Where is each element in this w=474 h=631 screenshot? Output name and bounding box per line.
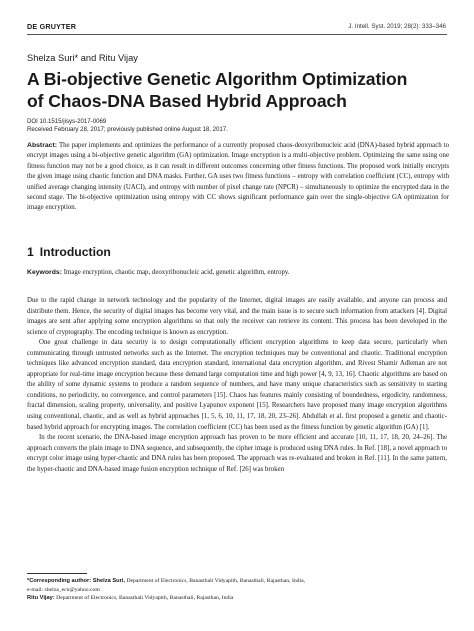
doi: DOI 10.1515/jisys-2017-0069 <box>27 118 107 125</box>
section-heading <box>27 245 111 259</box>
second-author-label: Ritu Vijay: <box>27 595 55 602</box>
paragraph-3: In the recent scenario, the DNA-based image encryption approach has proven to be more efficient and accurate [10, 11, 17, 18, 20, 24–26]. The approach converts the plain image to DNA sequence, and subsequently, the cipher image is produced using DNA rules. In Ref. [18], a novel approach to encrypt color image using hyper-chaotic and DNA rules has been proposed. The approach was re-evaluated and broken in Ref. [11]. In the same pattern, the hyper-chaotic and DNA-based image fusion encryption technique of Ref. [26] was broken <box>27 434 447 473</box>
received-dates: Received February 28, 2017; previously published online August 18, 2017. <box>27 126 228 134</box>
paragraph-1: Due to the rapid change in network technology and the popularity of the Internet, digital images are easily available, and anyone can process and distribute them. Hence, the security of digital images has become very vital, and the main issue is to secure such information from attackers [4]. Digital images are sent after applying some encryption algorithms so that only the receiver can retrieve its content. This process has been developed in the science of cryptography. The encoding technique is known as encryption. <box>27 297 447 336</box>
authors: Shelza Suri* and Ritu Vijay <box>27 53 138 63</box>
publisher-name: DE GRUYTER <box>27 22 77 31</box>
body-text <box>27 296 447 475</box>
header-rule <box>27 34 447 35</box>
footnotes <box>27 577 447 603</box>
second-author-note <box>27 594 447 603</box>
paragraph-2: One great challenge in data security is to design computationally efficient encryption algorithms to keep data secure, particularly when communicating through untrusted networks such as the Internet. The encryption techniques may be conventional and chaotic. Traditional encryption techniques like advanced encryption standard, data encryption standard, international data encryption algorithm, and Rivest Shamir Adleman are not appropriate for real-time image encryption because these demand large computation time and high power [4, 9, 13, 16]. Chaotic algorithms are based on the ability of some dynamic systems to produce a random sequence of numbers, and have many unique characteristics such as sensitivity to starting conditions, no periodicity, no convergence, and control parameters [15]. Chaos has features mainly consisting of boundedness, ergodicity, randomness, fractal dimension, scaling property, universality, and positive Lyapunov exponent [15]. Researchers have proposed many image encryption algorithms using conventional, chaotic, and as well as hybrid approaches [1, 5, 6, 10, 11, 17, 18, 20, 23–26]. Abdullah et al. first proposed a genetic and chaotic-based hybrid approach for encrypting images. The correlation coefficient (CC) has been used as the fitness function by genetic algorithm (GA) [1]. <box>27 339 447 431</box>
footnote-rule <box>27 573 87 574</box>
title-line-2: of Chaos-DNA Based Hybrid Approach <box>27 91 347 111</box>
second-author-affiliation: Department of Electronics, Banasthali Vidyapith, Banasthali, Rajasthan, India <box>56 595 234 602</box>
corresponding-author-note <box>27 577 447 586</box>
author-email: e-mail: shelza_ecn@yahoo.com <box>27 586 100 593</box>
keywords-text: Image encryption, chaotic map, deoxyribonucleic acid, genetic algorithm, entropy. <box>63 269 290 276</box>
corresponding-author-label: *Corresponding author: Shelza Suri, <box>27 578 125 584</box>
paper-title <box>27 68 457 112</box>
abstract-text: The paper implements and optimizes the performance of a currently proposed chaos-deoxyribonucleic acid (DNA)-based hybrid approach to encrypt images using a bi-objective genetic algorithm (GA) optimization. Image encryption is a multi-objective problem. Optimizing the same using one fitness function may not be a good choice, as it can result in different outcomes concerning other fitness functions. The proposed work initially encrypts the given image using chaotic function and DNA masks. Further, GA uses two fitness functions – entropy with correlation coefficient (CC), entropy with unified average changing intensity (UACI), and entropy with number of pixel change rate (NPCR) – simultaneously to optimize the encrypted data in the second stage. The bi-objective optimization using entropy with CC shows significant performance gain over the single-objective GA optimization for image encryption. <box>27 142 450 212</box>
abstract-label: Abstract: <box>27 142 58 149</box>
keywords-label: Keywords: <box>27 269 62 276</box>
section-number: 1 <box>27 245 34 259</box>
article-meta <box>27 118 228 134</box>
abstract <box>27 141 449 214</box>
keywords <box>27 269 449 276</box>
section-title: Introduction <box>39 245 111 259</box>
title-line-1: A Bi-objective Genetic Algorithm Optimization <box>27 69 408 89</box>
journal-citation: J. Intell. Syst. 2019; 28(2): 333–346 <box>348 23 446 30</box>
corresponding-author-affiliation: Department of Electronics, Banasthali Vidyapith, Banasthali, Rajasthan, India, <box>126 578 306 584</box>
